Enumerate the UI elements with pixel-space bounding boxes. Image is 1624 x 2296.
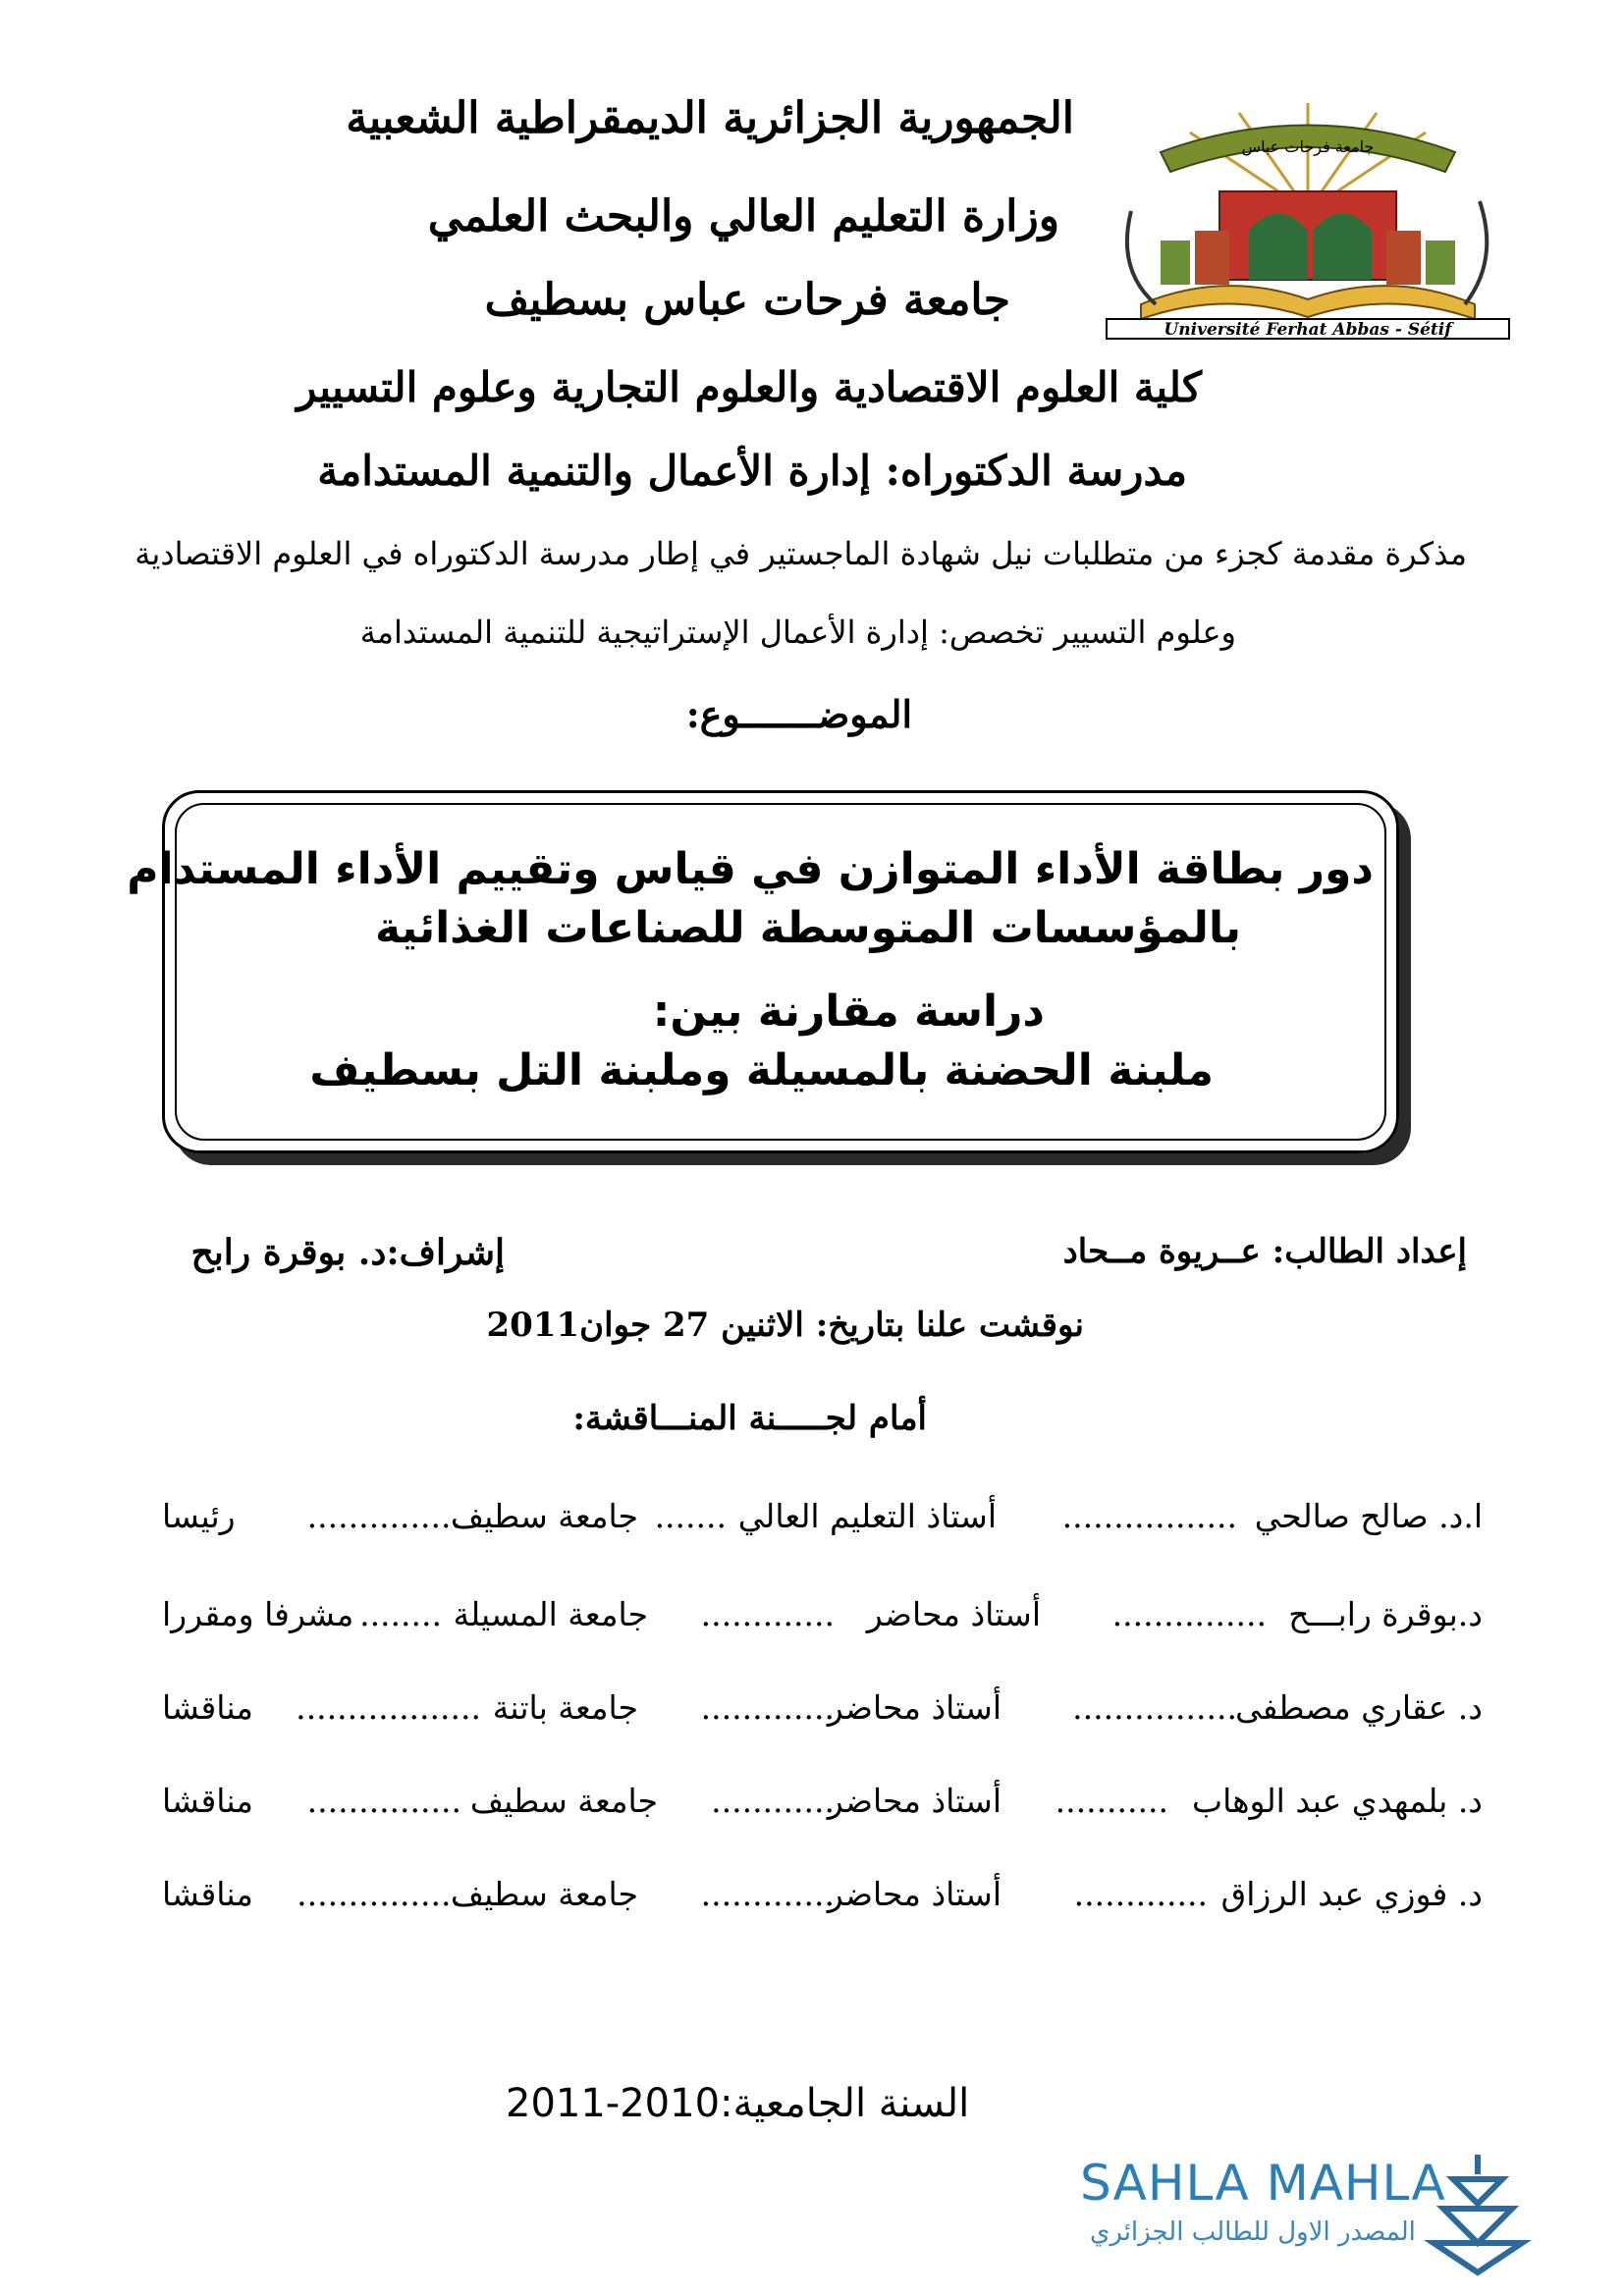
member-university: جامعة سطيف	[450, 1497, 638, 1535]
member-name: د. بلمهدي عبد الوهاب	[1192, 1782, 1483, 1820]
ministry-name: وزارة التعليم العالي والبحث العلمي	[427, 191, 1059, 241]
defense-date: نوقشت علنا بتاريخ: الاثنين 27 جوان2011	[486, 1306, 1084, 1345]
member-university: جامعة باتنة	[492, 1688, 638, 1727]
thesis-purpose-line2: وعلوم التسيير تخصص: إدارة الأعمال الإستراتيجية للتنمية المستدامة	[359, 614, 1236, 651]
thesis-purpose-line1: مذكرة مقدمة كجزء من متطلبات نيل شهادة الماجستير في إطار مدرسة الدكتوراه في العلوم الاقتصادية	[135, 535, 1467, 572]
thesis-title-line2: بالمؤسسات المتوسطة للصناعات الغذائية	[374, 903, 1241, 953]
member-role: مناقشا	[162, 1782, 253, 1820]
university-name: جامعة فرحات عباس بسطيف	[484, 275, 1010, 325]
committee-row: د. بلمهدي عبد الوهاب ........... أستاذ محاضر ............ جامعة سطيف ............... مناقشا	[162, 1782, 1483, 1820]
member-rank: أستاذ محاضر	[866, 1595, 1041, 1633]
committee-row: د. عقاري مصطفى ................ أستاذ محاضر ............. جامعة باتنة .................. مناقشا	[162, 1688, 1483, 1727]
sahla-mahla-watermark	[1080, 2155, 1542, 2282]
committee-row: ا.د. صالح صالحي ................. أستاذ التعليم العالي ....... جامعة سطيف ............... رئيسا	[162, 1497, 1483, 1535]
committee-row: د. فوزي عبد الرزاق ............. أستاذ محاضر ............. جامعة سطيف ................ مناقشا	[162, 1875, 1483, 1913]
member-name: د. عقاري مصطفى	[1235, 1688, 1483, 1727]
member-role: مناقشا	[162, 1875, 253, 1913]
member-role: مناقشا	[162, 1688, 253, 1727]
faculty-name: كلية العلوم الاقتصادية والعلوم التجارية وعلوم التسيير	[297, 363, 1202, 411]
thesis-title-line1: دور بطاقة الأداء المتوازن في قياس وتقييم الأداء المستدام	[127, 844, 1374, 894]
committee-label: أمام لجـــــنة المنـــاقشة:	[572, 1399, 927, 1438]
subject-label: الموضـــــــوع:	[685, 692, 912, 736]
logo-top-text: جامعة فرحات عباس	[1241, 137, 1375, 156]
member-university: جامعة سطيف	[469, 1782, 658, 1820]
member-rank: أستاذ التعليم العالي	[737, 1497, 997, 1535]
supervisor: إشراف:د. بوقرة رابح	[190, 1232, 505, 1273]
member-university: جامعة سطيف	[450, 1875, 638, 1913]
member-name: ا.د. صالح صالحي	[1254, 1497, 1483, 1535]
thesis-title-line3: دراسة مقارنة بين:	[652, 987, 1045, 1037]
member-university: جامعة المسيلة	[453, 1595, 648, 1633]
university-logo	[1102, 93, 1514, 344]
republic-name: الجمهورية الجزائرية الديمقراطية الشعبية	[346, 93, 1074, 143]
member-name: د. فوزي عبد الرزاق	[1220, 1875, 1483, 1913]
member-rank: أستاذ محاضر	[827, 1875, 1001, 1913]
member-rank: أستاذ محاضر	[827, 1782, 1001, 1820]
member-role: مشرفا ومقررا	[162, 1595, 354, 1633]
committee-row: د.بوقرة رابـــح ............... أستاذ محاضر ............. جامعة المسيلة ........ مشرفا ومقررا	[162, 1595, 1483, 1633]
doctoral-school: مدرسة الدكتوراه: إدارة الأعمال والتنمية المستدامة	[317, 447, 1187, 495]
watermark-title: SAHLA MAHLA	[1080, 2155, 1446, 2212]
watermark-emblem-icon	[1424, 2145, 1532, 2277]
member-name: د.بوقرة رابـــح	[1288, 1595, 1483, 1633]
member-rank: أستاذ محاضر	[827, 1688, 1001, 1727]
watermark-subtitle: المصدر الاول للطالب الجزائري	[1090, 2217, 1416, 2247]
academic-year: السنة الجامعية:2010-2011	[506, 2081, 970, 2126]
logo-caption: Université Ferhat Abbas - Sétif	[1164, 320, 1452, 340]
member-role: رئيسا	[162, 1497, 236, 1535]
thesis-title-line4: ملبنة الحضنة بالمسيلة وملبنة التل بسطيف	[309, 1045, 1214, 1095]
prepared-by: إعداد الطالب: عــريوة مــحاد	[1062, 1232, 1467, 1271]
